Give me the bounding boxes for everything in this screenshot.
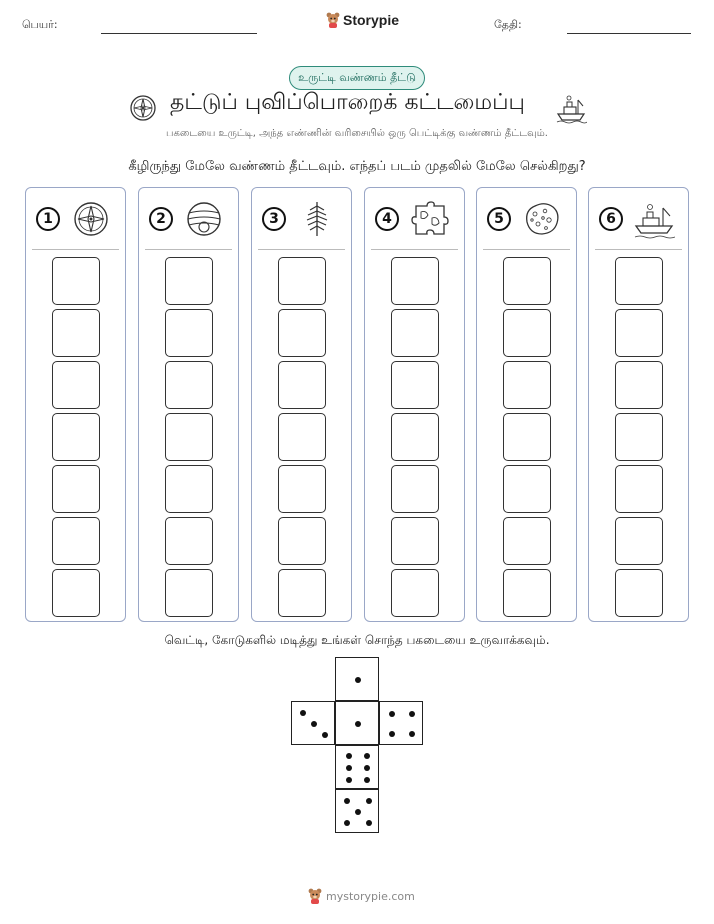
color-box[interactable] [615,517,663,565]
color-box[interactable] [503,517,551,565]
color-box[interactable] [503,465,551,513]
page-title: தட்டுப் புவிப்பொறைக் கட்டமைப்பு [170,90,525,115]
column-number: 3 [262,207,286,231]
die-pip [389,731,395,737]
bear-mascot-icon [308,888,322,904]
color-box[interactable] [615,361,663,409]
rock-icon [521,198,563,240]
color-box[interactable] [391,569,439,617]
column-4 [364,187,465,622]
color-box[interactable] [165,413,213,461]
die-face [291,701,335,745]
color-box[interactable] [165,257,213,305]
color-box[interactable] [165,517,213,565]
color-box[interactable] [503,257,551,305]
die-pip [389,711,395,717]
color-box[interactable] [391,309,439,357]
color-box[interactable] [615,465,663,513]
color-box[interactable] [52,413,100,461]
column-number: 6 [599,207,623,231]
die-pip [409,731,415,737]
color-box[interactable] [503,569,551,617]
color-box[interactable] [391,257,439,305]
color-box[interactable] [615,569,663,617]
compass-icon [128,93,158,123]
die-pip [364,777,370,783]
die-pip [300,710,306,716]
color-box[interactable] [391,361,439,409]
ship-icon [555,92,587,124]
die-pip [355,809,361,815]
die-pip [346,777,352,783]
brand-logo [326,12,399,28]
column-number: 1 [36,207,60,231]
fern-leaf-icon [296,198,338,240]
divider [258,249,345,250]
divider [595,249,682,250]
die-pip [366,820,372,826]
color-box[interactable] [278,309,326,357]
color-box[interactable] [615,309,663,357]
die-pip [311,721,317,727]
color-box[interactable] [391,517,439,565]
subtitle: பகடையை உருட்டி, அந்த எண்ணின் வரிசையில் ஒரு பெட்டிக்கு வண்ணம் தீட்டவும். [166,128,548,139]
die-pip [344,798,350,804]
die-face [335,789,379,833]
column-2 [138,187,239,622]
color-box[interactable] [165,569,213,617]
cut-instruction: வெட்டி, கோடுகளில் மடித்து உங்கள் சொந்த பகடையை உருவாக்கவும். [164,633,550,647]
die-pip [355,677,361,683]
column-5 [476,187,577,622]
color-box[interactable] [278,569,326,617]
color-box[interactable] [615,413,663,461]
divider [32,249,119,250]
color-box[interactable] [503,309,551,357]
color-box[interactable] [503,361,551,409]
color-box[interactable] [278,257,326,305]
color-box[interactable] [165,309,213,357]
puzzle-map-icon [409,198,451,240]
die-face [335,701,379,745]
date-field[interactable] [567,33,691,34]
column-6 [588,187,689,622]
footer-url[interactable]: mystorypie.com [326,889,415,903]
color-box[interactable] [278,361,326,409]
die-face [379,701,423,745]
color-box[interactable] [52,257,100,305]
ship-icon [633,198,675,240]
color-box[interactable] [52,569,100,617]
color-box[interactable] [52,309,100,357]
column-3 [251,187,352,622]
column-number: 4 [375,207,399,231]
die-pip [355,721,361,727]
color-box[interactable] [165,361,213,409]
die-pip [322,732,328,738]
compass-icon [70,198,112,240]
name-field[interactable] [101,33,257,34]
die-face [335,657,379,701]
die-pip [366,798,372,804]
color-box[interactable] [503,413,551,461]
color-box[interactable] [52,465,100,513]
name-label: பெயர்: [22,18,58,31]
divider [145,249,232,250]
footer [308,888,415,904]
color-box[interactable] [165,465,213,513]
color-box[interactable] [278,517,326,565]
die-face [335,745,379,789]
die-pip [346,765,352,771]
die-pip [364,765,370,771]
color-box[interactable] [52,517,100,565]
column-1 [25,187,126,622]
bear-mascot-icon [326,12,340,28]
question-text: கீழிருந்து மேலே வண்ணம் தீட்டவும். எந்தப் படம் முதலில் மேலே செல்கிறது? [128,159,586,174]
die-pip [346,753,352,759]
divider [483,249,570,250]
date-label: தேதி: [494,18,522,31]
color-box[interactable] [615,257,663,305]
brand-name: Storypie [343,12,400,28]
color-box[interactable] [391,465,439,513]
divider [371,249,458,250]
column-number: 2 [149,207,173,231]
title-row [0,90,714,126]
color-box[interactable] [391,413,439,461]
column-number: 5 [487,207,511,231]
planet-layers-icon [183,198,225,240]
die-pip [344,820,350,826]
color-box[interactable] [278,413,326,461]
color-box[interactable] [52,361,100,409]
die-pip [409,711,415,717]
activity-tag: உருட்டி வண்ணம் தீட்டு [289,66,425,90]
color-box[interactable] [278,465,326,513]
die-pip [364,753,370,759]
